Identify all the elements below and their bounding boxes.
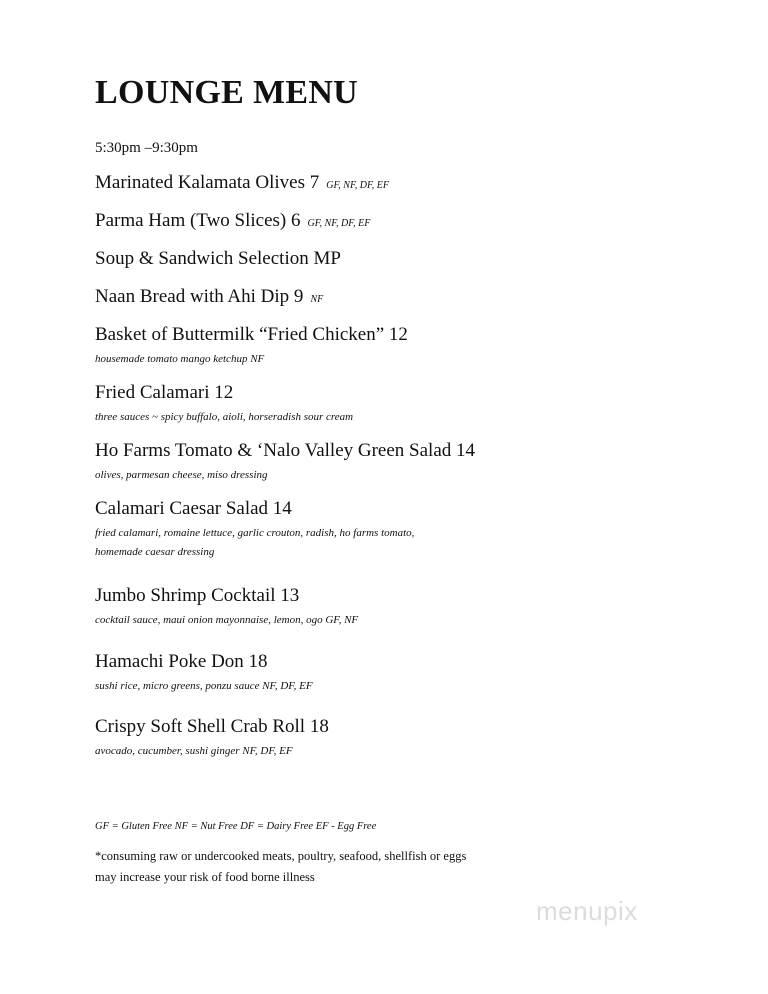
menu-item bbox=[95, 382, 353, 427]
warning-line: may increase your risk of food borne illness bbox=[95, 870, 315, 884]
item-description bbox=[95, 524, 414, 562]
menu-item bbox=[95, 585, 358, 630]
item-name: Hamachi Poke Don 18 bbox=[95, 651, 268, 672]
item-description: sushi rice, micro greens, ponzu sauce NF, DF, EF bbox=[95, 680, 313, 692]
item-tags: GF, NF, DF, EF bbox=[326, 180, 390, 191]
menu-item bbox=[95, 210, 370, 232]
item-description-line: fried calamari, romaine lettuce, garlic crouton, radish, ho farms tomato, bbox=[95, 527, 415, 539]
menupix-watermark: menupix bbox=[536, 896, 638, 926]
item-description: housemade tomato mango ketchup NF bbox=[95, 353, 265, 365]
item-name: Basket of Buttermilk “Fried Chicken” 12 bbox=[95, 324, 408, 345]
page-title: LOUNGE MENU bbox=[95, 74, 359, 111]
service-hours: 5:30pm –9:30pm bbox=[95, 140, 198, 156]
menu-item bbox=[95, 248, 341, 270]
item-tags: NF bbox=[310, 294, 324, 305]
item-name: Ho Farms Tomato & ‘Nalo Valley Green Salad 14 bbox=[95, 440, 476, 461]
item-name: Crispy Soft Shell Crab Roll 18 bbox=[95, 716, 329, 737]
item-name: Soup & Sandwich Selection MP bbox=[95, 248, 341, 269]
menu-item bbox=[95, 172, 389, 194]
menu-item bbox=[95, 716, 329, 761]
menu-item bbox=[95, 324, 408, 369]
menu-item bbox=[95, 498, 414, 562]
food-safety-warning bbox=[95, 846, 466, 888]
warning-line: *consuming raw or undercooked meats, poultry, seafood, shellfish or eggs bbox=[95, 849, 467, 863]
item-name: Naan Bread with Ahi Dip 9 bbox=[95, 286, 304, 307]
menu-item bbox=[95, 286, 323, 308]
item-name: Marinated Kalamata Olives 7 bbox=[95, 172, 320, 193]
item-name: Jumbo Shrimp Cocktail 13 bbox=[95, 585, 300, 606]
item-description-line: homemade caesar dressing bbox=[95, 546, 215, 558]
item-name: Calamari Caesar Salad 14 bbox=[95, 498, 292, 519]
item-description: three sauces ~ spicy buffalo, aioli, horseradish sour cream bbox=[95, 411, 354, 423]
dietary-legend: GF = Gluten Free NF = Nut Free DF = Dairy Free EF - Egg Free bbox=[95, 821, 377, 832]
item-name: Parma Ham (Two Slices) 6 bbox=[95, 210, 301, 231]
item-tags: GF, NF, DF, EF bbox=[307, 218, 371, 229]
item-description: olives, parmesan cheese, miso dressing bbox=[95, 469, 268, 481]
menu-item bbox=[95, 651, 313, 696]
item-description: avocado, cucumber, sushi ginger NF, DF, EF bbox=[95, 745, 293, 757]
item-name: Fried Calamari 12 bbox=[95, 382, 234, 403]
menu-item bbox=[95, 440, 475, 485]
item-description: cocktail sauce, maui onion mayonnaise, lemon, ogo GF, NF bbox=[95, 614, 359, 626]
